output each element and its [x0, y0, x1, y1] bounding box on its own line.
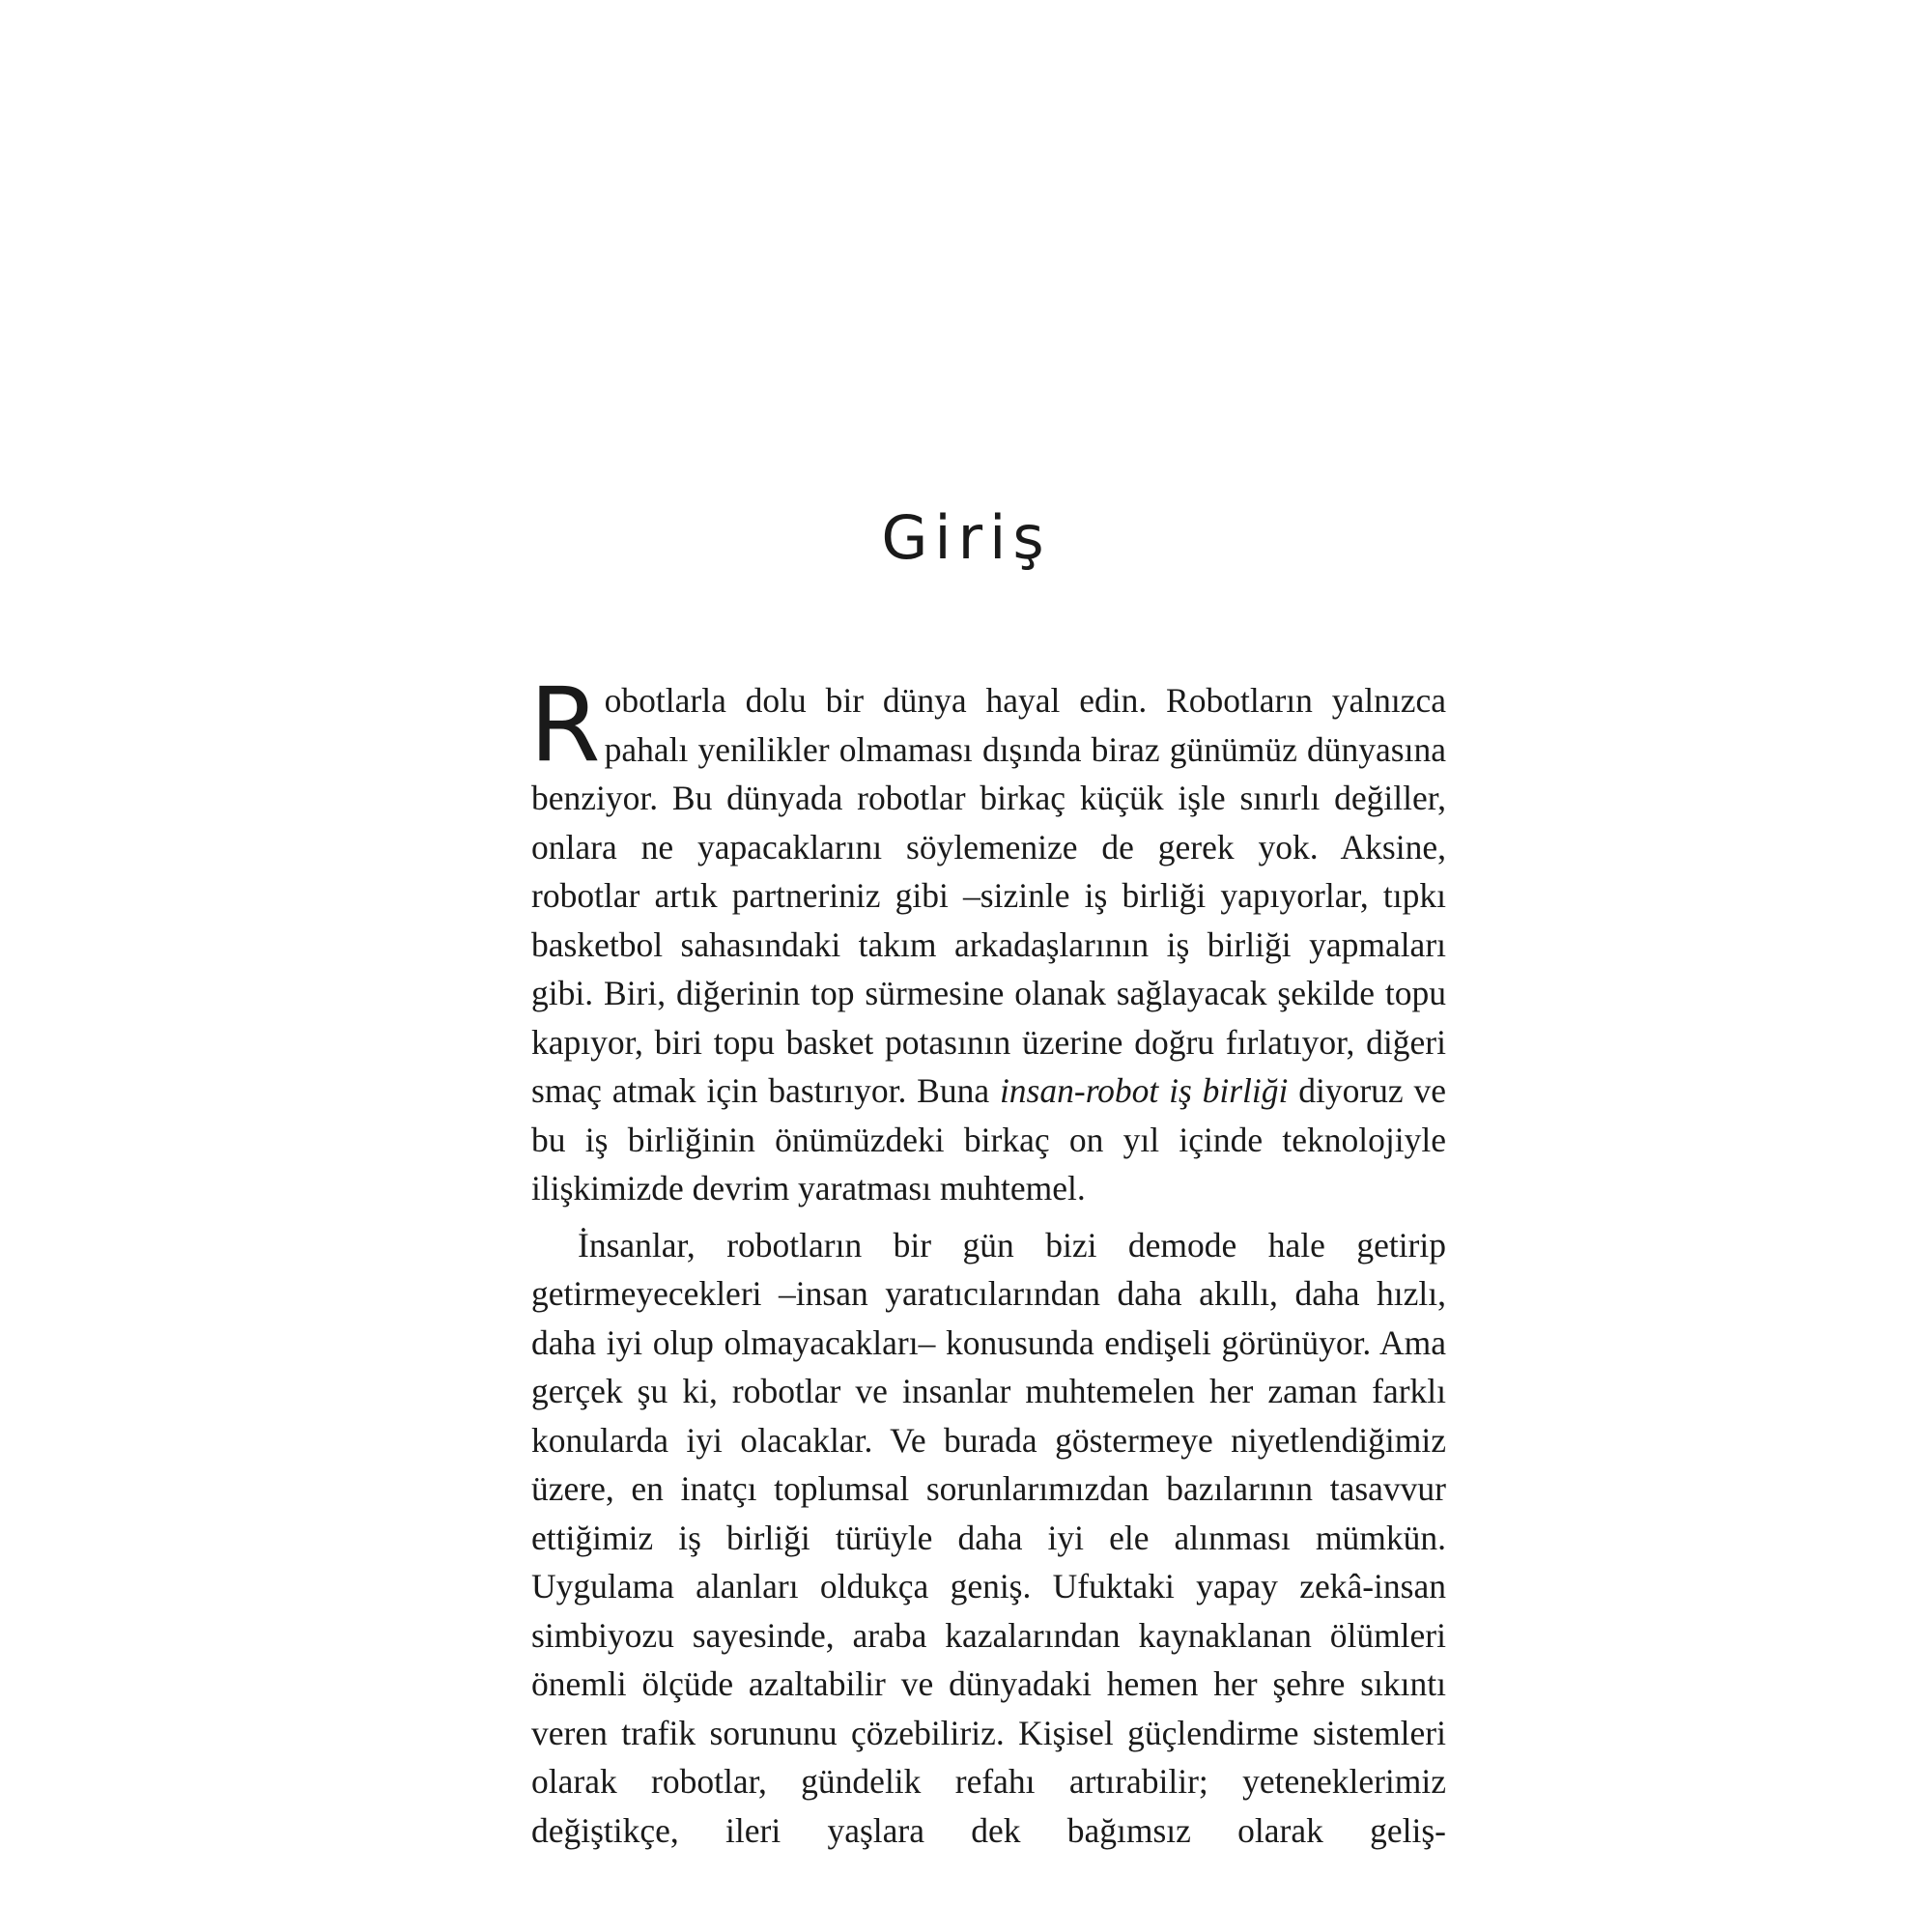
paragraph-1	[529, 666, 1446, 1213]
drop-cap: R	[529, 666, 601, 784]
italic-term: insan-robot iş birliği	[999, 1071, 1289, 1110]
paragraph-1-text-start: obotlarla dolu bir dünya hayal edin. Robotların yalnızca pahalı yenilikler olmaması dışında biraz günümüz dünyasına benziyor. Bu dünyada robotlar birkaç küçük işle sınırlı değiller, onlara ne yapacaklarını söylemenize de gerek yok. Aksine, robotlar artık partneriniz gibi –sizinle iş birliği yapıyorlar, tıpkı basketbol sahasındaki takım arkadaşlarının iş birliği yapmaları gibi. Biri, diğerinin top sürmesine olanak sağlayacak şekilde topu kapıyor, biri topu basket potasının üzerine doğru fırlatıyor, diğeri smaç atmak için bastırıyor. Buna	[531, 681, 1446, 1110]
paragraph-2: İnsanlar, robotların bir gün bizi demode hale getirip getirmeyecekleri –insan yaratıcılarından daha akıllı, daha hızlı, daha iyi olup olmayacakları– konusunda endişeli görünüyor. Ama gerçek şu ki, robotlar ve insanlar muhtemelen her zaman farklı konularda iyi olacaklar. Ve burada göstermeye niyetlendiğimiz üzere, en inatçı toplumsal sorunlarımızdan bazılarının tasavvur ettiğimiz iş birliği türüyle daha iyi ele alınması mümkün. Uygulama alanları oldukça geniş. Ufuktaki yapay zekâ-insan simbiyozu sayesinde, araba kazalarından kaynaklanan ölümleri önemli ölçüde azaltabilir ve dünyadaki hemen her şehre sıkıntı veren trafik sorununu çözebiliriz. Kişisel güçlendirme sistemleri olarak robotlar, gündelik refahı artırabilir; yeteneklerimiz değiştikçe, ileri yaşlara dek bağımsız olarak geliş-	[531, 1225, 1446, 1850]
chapter-title: Giriş	[881, 502, 1051, 573]
body-text	[529, 666, 1446, 1855]
paragraph-1-text-end: diyoruz ve bu iş birliğinin önümüzdeki birkaç on yıl içinde teknolojiyle ilişkimizde devrim yaratması muhtemel.	[531, 1071, 1446, 1208]
